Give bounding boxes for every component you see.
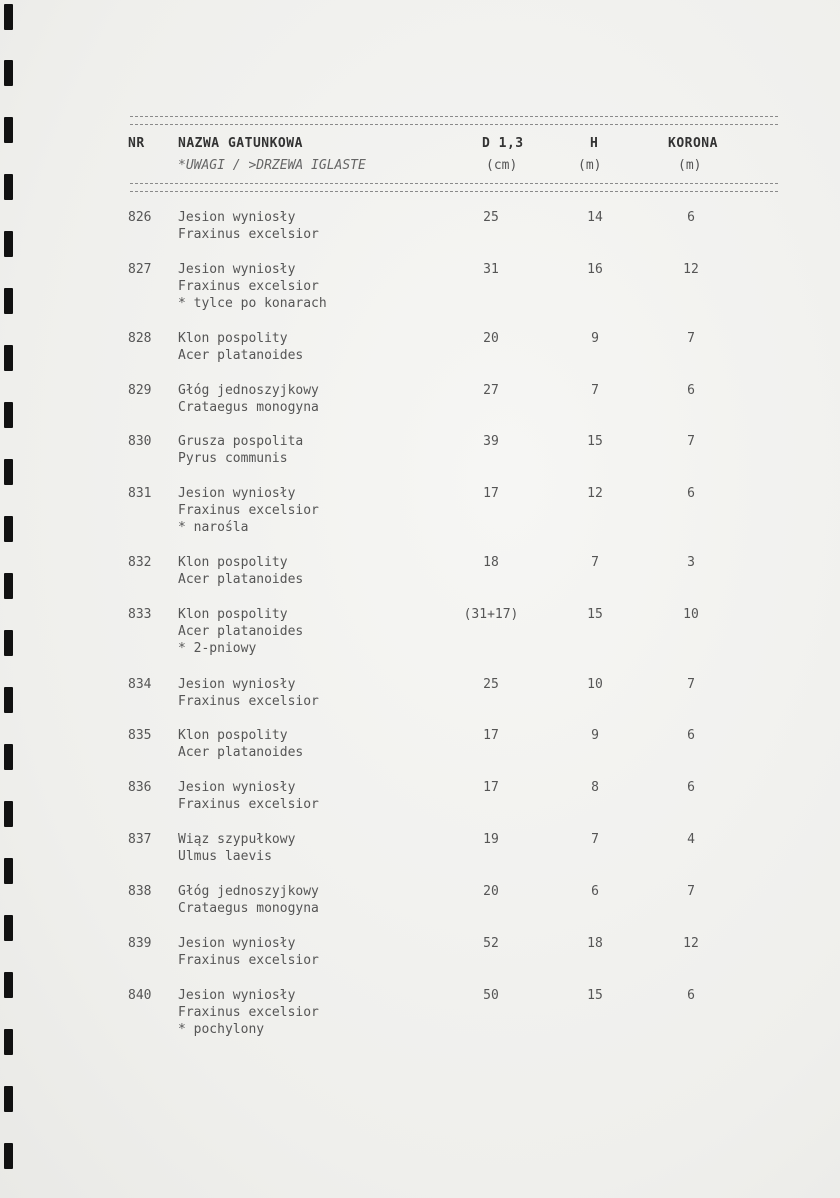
diameter-value: 17 xyxy=(483,780,499,795)
species-polish-name: Jesion wyniosły xyxy=(178,210,296,225)
species-cell xyxy=(178,727,303,761)
species-cell xyxy=(178,554,303,588)
species-latin-name: Pyrus communis xyxy=(178,451,288,466)
binding-hole xyxy=(4,1029,13,1055)
species-latin-name: Fraxinus excelsior xyxy=(178,953,319,968)
diameter-value: 20 xyxy=(483,884,499,899)
diameter-value: 20 xyxy=(483,331,499,346)
species-latin-name: Ulmus laevis xyxy=(178,849,272,864)
species-polish-name: Jesion wyniosły xyxy=(178,262,296,277)
binding-hole xyxy=(4,288,13,314)
species-latin-name: Crataegus monogyna xyxy=(178,400,319,415)
height-value: 7 xyxy=(591,383,599,398)
binding-hole xyxy=(4,915,13,941)
tree-number: 829 xyxy=(128,383,152,398)
binding-hole xyxy=(4,972,13,998)
species-cell xyxy=(178,606,303,657)
species-latin-name: Acer platanoides xyxy=(178,624,304,639)
header-height-unit: (m) xyxy=(578,158,602,173)
tree-remark: * tylce po konarach xyxy=(178,296,327,311)
species-cell xyxy=(178,485,319,536)
crown-value: 6 xyxy=(687,780,695,795)
diameter-value: 18 xyxy=(483,555,499,570)
height-value: 15 xyxy=(587,988,603,1003)
height-value: 16 xyxy=(587,262,603,277)
binding-hole xyxy=(4,630,13,656)
species-latin-name: Fraxinus excelsior xyxy=(178,1005,319,1020)
header-crown-unit: (m) xyxy=(678,158,702,173)
tree-number: 827 xyxy=(128,262,152,277)
species-polish-name: Głóg jednoszyjkowy xyxy=(178,884,319,899)
header-species-name: NAZWA GATUNKOWA xyxy=(178,136,303,151)
crown-value: 10 xyxy=(683,607,699,622)
diameter-value: 17 xyxy=(483,486,499,501)
tree-number: 826 xyxy=(128,210,152,225)
crown-value: 12 xyxy=(683,936,699,951)
header-bottom-separator xyxy=(130,183,778,192)
crown-value: 12 xyxy=(683,262,699,277)
diameter-value: 39 xyxy=(483,434,499,449)
crown-value: 6 xyxy=(687,210,695,225)
species-polish-name: Klon pospolity xyxy=(178,728,288,743)
crown-value: 7 xyxy=(687,677,695,692)
species-latin-name: Fraxinus excelsior xyxy=(178,797,319,812)
species-latin-name: Acer platanoides xyxy=(178,572,304,587)
tree-number: 840 xyxy=(128,988,152,1003)
species-polish-name: Grusza pospolita xyxy=(178,434,304,449)
binding-hole xyxy=(4,858,13,884)
tree-number: 838 xyxy=(128,884,152,899)
diameter-value: 50 xyxy=(483,988,499,1003)
height-value: 9 xyxy=(591,728,599,743)
binding-hole xyxy=(4,744,13,770)
height-value: 7 xyxy=(591,555,599,570)
crown-value: 7 xyxy=(687,884,695,899)
species-polish-name: Jesion wyniosły xyxy=(178,936,296,951)
binding-hole xyxy=(4,117,13,143)
species-latin-name: Acer platanoides xyxy=(178,348,304,363)
crown-value: 6 xyxy=(687,728,695,743)
species-polish-name: Głóg jednoszyjkowy xyxy=(178,383,319,398)
height-value: 14 xyxy=(587,210,603,225)
diameter-value: 19 xyxy=(483,832,499,847)
height-value: 7 xyxy=(591,832,599,847)
height-value: 18 xyxy=(587,936,603,951)
species-cell xyxy=(178,831,295,865)
crown-value: 7 xyxy=(687,434,695,449)
diameter-value: 31 xyxy=(483,262,499,277)
tree-number: 836 xyxy=(128,780,152,795)
species-cell xyxy=(178,382,319,416)
species-polish-name: Klon pospolity xyxy=(178,607,288,622)
binding-hole xyxy=(4,801,13,827)
height-value: 10 xyxy=(587,677,603,692)
species-cell xyxy=(178,676,319,710)
species-polish-name: Jesion wyniosły xyxy=(178,988,296,1003)
header-height: H xyxy=(590,136,599,151)
header-remarks: *UWAGI / >DRZEWA IGLASTE xyxy=(178,158,366,173)
species-cell xyxy=(178,209,319,243)
binding-hole xyxy=(4,459,13,485)
diameter-value: 27 xyxy=(483,383,499,398)
header-crown: KORONA xyxy=(668,136,718,151)
tree-remark: * 2-pniowy xyxy=(178,641,257,656)
tree-number: 833 xyxy=(128,607,152,622)
binding-hole xyxy=(4,516,13,542)
species-polish-name: Klon pospolity xyxy=(178,331,288,346)
binding-hole xyxy=(4,402,13,428)
height-value: 6 xyxy=(591,884,599,899)
header-diameter-unit: (cm) xyxy=(486,158,518,173)
species-cell xyxy=(178,330,303,364)
tree-number: 832 xyxy=(128,555,152,570)
species-latin-name: Fraxinus excelsior xyxy=(178,503,319,518)
binding-hole xyxy=(4,1086,13,1112)
diameter-value: 17 xyxy=(483,728,499,743)
binding-hole xyxy=(4,60,13,86)
crown-value: 6 xyxy=(687,486,695,501)
species-cell xyxy=(178,779,319,813)
diameter-value: 52 xyxy=(483,936,499,951)
binding-holes xyxy=(4,0,16,1198)
height-value: 12 xyxy=(587,486,603,501)
binding-hole xyxy=(4,231,13,257)
height-value: 15 xyxy=(587,607,603,622)
species-polish-name: Klon pospolity xyxy=(178,555,288,570)
height-value: 8 xyxy=(591,780,599,795)
species-latin-name: Fraxinus excelsior xyxy=(178,227,319,242)
binding-hole xyxy=(4,1143,13,1169)
tree-remark: * narośla xyxy=(178,520,249,535)
crown-value: 4 xyxy=(687,832,695,847)
header-diameter: D 1,3 xyxy=(482,136,524,151)
species-latin-name: Acer platanoides xyxy=(178,745,304,760)
binding-hole xyxy=(4,345,13,371)
tree-number: 830 xyxy=(128,434,152,449)
diameter-value: 25 xyxy=(483,210,499,225)
crown-value: 3 xyxy=(687,555,695,570)
species-latin-name: Fraxinus excelsior xyxy=(178,694,319,709)
species-cell xyxy=(178,883,319,917)
species-cell xyxy=(178,261,327,312)
tree-number: 828 xyxy=(128,331,152,346)
species-cell xyxy=(178,433,303,467)
header-nr: NR xyxy=(128,136,145,151)
binding-hole xyxy=(4,174,13,200)
height-value: 9 xyxy=(591,331,599,346)
binding-hole xyxy=(4,687,13,713)
species-cell xyxy=(178,935,319,969)
tree-number: 839 xyxy=(128,936,152,951)
tree-number: 835 xyxy=(128,728,152,743)
species-cell xyxy=(178,987,319,1038)
species-polish-name: Wiąz szypułkowy xyxy=(178,832,296,847)
crown-value: 7 xyxy=(687,331,695,346)
binding-hole xyxy=(4,573,13,599)
diameter-value: (31+17) xyxy=(463,607,519,622)
species-polish-name: Jesion wyniosły xyxy=(178,780,296,795)
species-polish-name: Jesion wyniosły xyxy=(178,486,296,501)
header-top-separator xyxy=(130,116,778,125)
tree-number: 834 xyxy=(128,677,152,692)
species-latin-name: Crataegus monogyna xyxy=(178,901,319,916)
height-value: 15 xyxy=(587,434,603,449)
tree-number: 831 xyxy=(128,486,152,501)
tree-number: 837 xyxy=(128,832,152,847)
tree-remark: * pochylony xyxy=(178,1022,265,1037)
species-latin-name: Fraxinus excelsior xyxy=(178,279,319,294)
species-polish-name: Jesion wyniosły xyxy=(178,677,296,692)
binding-hole xyxy=(4,4,13,30)
crown-value: 6 xyxy=(687,383,695,398)
crown-value: 6 xyxy=(687,988,695,1003)
diameter-value: 25 xyxy=(483,677,499,692)
